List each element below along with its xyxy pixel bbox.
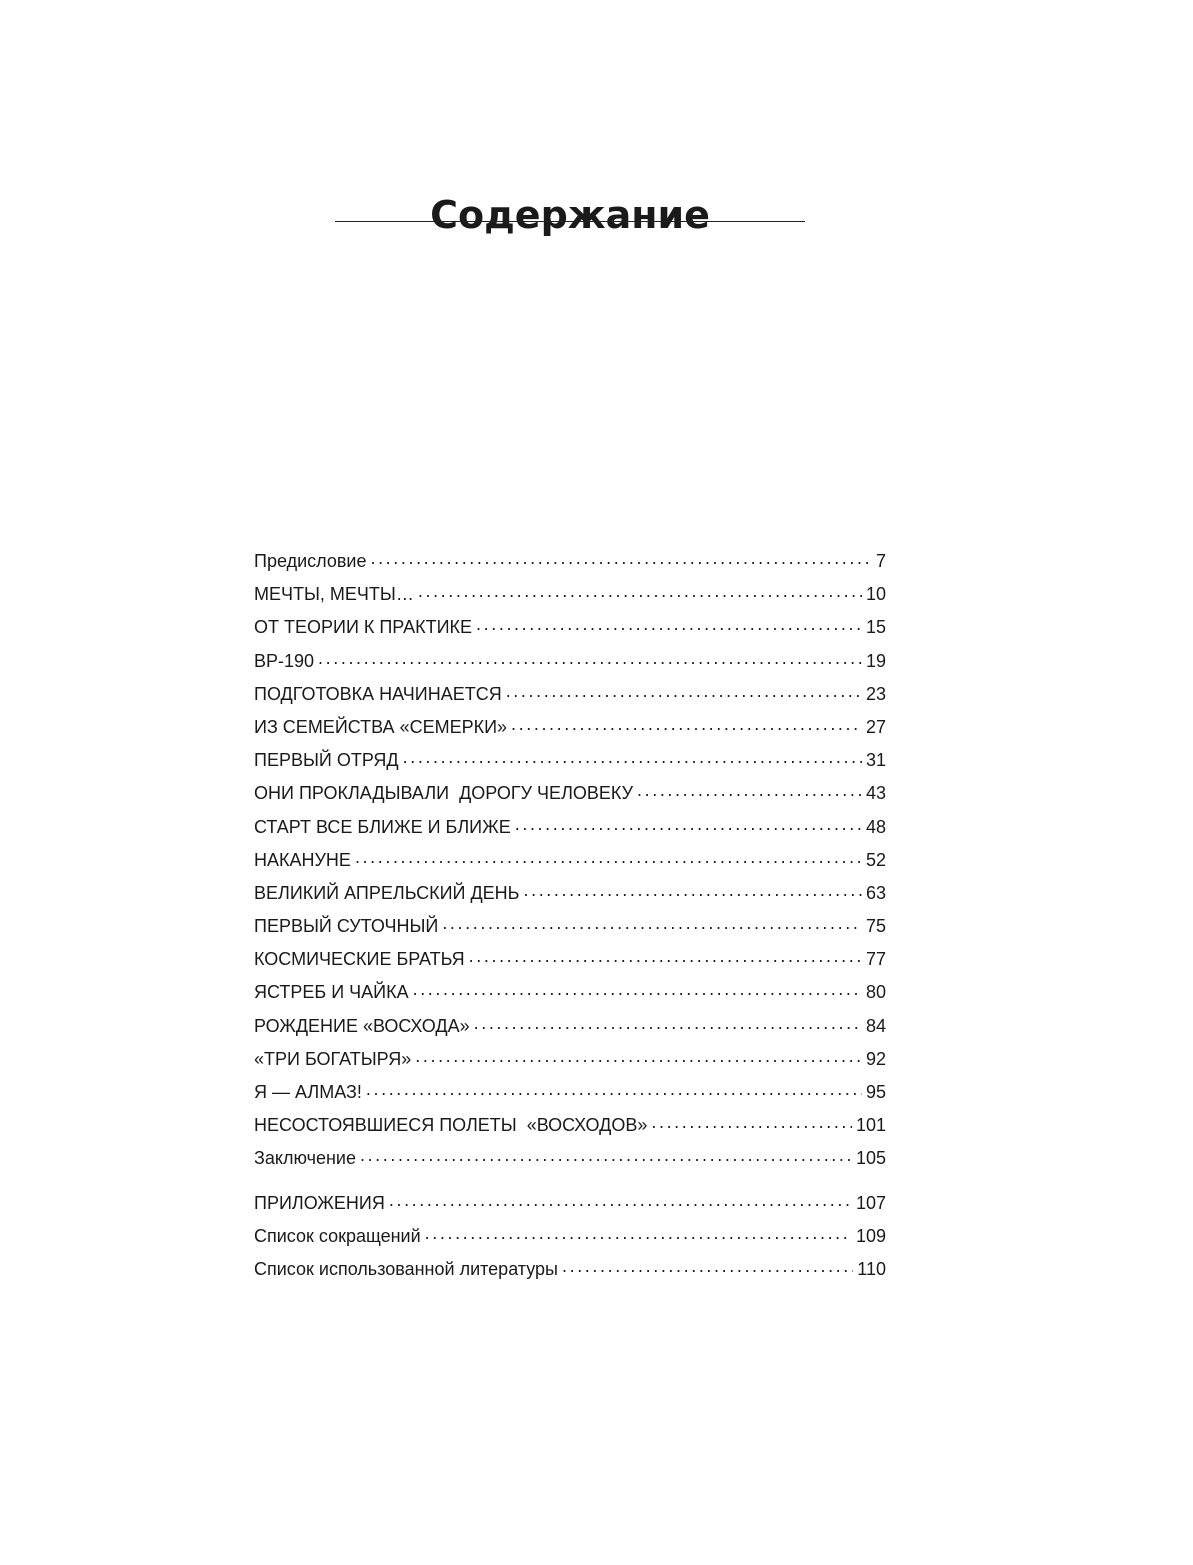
toc-entry-title: ОТ ТЕОРИИ К ПРАКТИКЕ <box>254 617 473 638</box>
toc-entry-title: ПЕРВЫЙ СУТОЧНЫЙ <box>254 916 439 937</box>
toc-leader-dots <box>469 947 862 965</box>
toc-entry-title: СТАРТ ВСЕ БЛИЖЕ И БЛИЖЕ <box>254 816 511 837</box>
toc-leader-dots <box>637 781 862 799</box>
toc-entry-title: ПРИЛОЖЕНИЯ <box>254 1192 385 1213</box>
toc-entry[interactable] <box>254 1253 886 1286</box>
toc-leader-dots <box>474 1014 862 1032</box>
toc-entry-page: 110 <box>857 1258 886 1279</box>
toc-entry-page: 15 <box>865 617 886 638</box>
title-underline <box>335 221 805 222</box>
toc-leader-dots <box>415 1047 862 1065</box>
toc-leader-dots <box>562 1257 853 1275</box>
toc-entry-page: 80 <box>865 982 886 1003</box>
toc-entry-title: ВР-190 <box>254 650 315 671</box>
toc-entry[interactable] <box>254 1076 886 1109</box>
toc-entry-title: КОСМИЧЕСКИЕ БРАТЬЯ <box>254 949 465 970</box>
toc-entry-page: 10 <box>865 584 886 605</box>
toc-leader-dots <box>418 582 862 600</box>
toc-entry-title: НАКАНУНЕ <box>254 849 351 870</box>
toc-entry-title: «ТРИ БОГАТЫРЯ» <box>254 1048 412 1069</box>
toc-entry-title: ЯСТРЕБ И ЧАЙКА <box>254 982 409 1003</box>
toc-entry-page: 27 <box>865 716 886 737</box>
toc-entry[interactable] <box>254 777 886 810</box>
toc-leader-dots <box>511 715 862 733</box>
toc-entry-page: 63 <box>865 882 886 903</box>
toc-entry[interactable] <box>254 545 886 578</box>
toc-leader-dots <box>389 1191 852 1209</box>
toc-leader-dots <box>476 615 862 633</box>
toc-leader-dots <box>651 1113 852 1131</box>
toc-entry-page: 23 <box>865 683 886 704</box>
toc-entry[interactable] <box>254 1187 886 1220</box>
toc-entry-page: 48 <box>865 816 886 837</box>
toc-leader-dots <box>506 682 862 700</box>
toc-entry-page: 52 <box>865 849 886 870</box>
toc-entry-page: 95 <box>865 1082 886 1102</box>
toc-entry[interactable] <box>254 1109 886 1142</box>
toc-entry-title: ИЗ СЕМЕЙСТВА «СЕМЕРКИ» <box>254 716 508 737</box>
toc-entry[interactable] <box>254 1142 886 1175</box>
toc-entry-page: 107 <box>855 1192 886 1213</box>
toc-entry-title: Список использованной литературы <box>254 1258 558 1279</box>
toc-leader-dots <box>425 1224 852 1242</box>
toc-entry-title: Предисловие <box>254 551 367 571</box>
toc-entry-page: 43 <box>865 783 886 804</box>
toc-entry[interactable] <box>254 910 886 943</box>
toc-entry-page: 75 <box>865 916 886 937</box>
toc-entry-title: ВЕЛИКИЙ АПРЕЛЬСКИЙ ДЕНЬ <box>254 882 520 903</box>
page-title: Содержание <box>430 193 710 238</box>
toc-entry[interactable] <box>254 943 886 976</box>
toc-leader-dots <box>355 848 862 866</box>
toc-leader-dots <box>442 914 862 932</box>
toc-leader-dots <box>366 1080 862 1098</box>
toc-entry-title: ПОДГОТОВКА НАЧИНАЕТСЯ <box>254 683 502 704</box>
toc-entry[interactable] <box>254 711 886 744</box>
toc-entry[interactable] <box>254 844 886 877</box>
toc-entry[interactable] <box>254 976 886 1009</box>
toc-entry[interactable] <box>254 1010 886 1043</box>
toc-entry-page: 109 <box>855 1225 886 1246</box>
toc-entry-title: НЕСОСТОЯВШИЕСЯ ПОЛЕТЫ «ВОСХОДОВ» <box>254 1115 648 1136</box>
toc-leader-dots <box>523 881 861 899</box>
toc-leader-dots <box>515 815 862 833</box>
toc-entry[interactable] <box>254 744 886 777</box>
toc-entry-title: РОЖДЕНИЕ «ВОСХОДА» <box>254 1015 470 1036</box>
toc-entry[interactable] <box>254 877 886 910</box>
toc-entry-page: 19 <box>865 650 886 671</box>
toc-entry[interactable] <box>254 811 886 844</box>
toc-entry-page: 101 <box>855 1115 886 1136</box>
toc-entry[interactable] <box>254 645 886 678</box>
toc-leader-dots <box>370 549 872 567</box>
toc-entry-page: 105 <box>855 1148 886 1169</box>
toc-entry[interactable] <box>254 1043 886 1076</box>
toc-leader-dots <box>403 748 862 766</box>
toc-entry-page: 31 <box>865 750 886 771</box>
toc-entry-title: Я — АЛМАЗ! <box>254 1082 362 1102</box>
toc-entry-title: Заключение <box>254 1148 356 1169</box>
toc-entry[interactable] <box>254 678 886 711</box>
toc-entry-title: ОНИ ПРОКЛАДЫВАЛИ ДОРОГУ ЧЕЛОВЕКУ <box>254 783 634 804</box>
toc-entry-title: ПЕРВЫЙ ОТРЯД <box>254 750 399 771</box>
toc-entry-title: МЕЧТЫ, МЕЧТЫ… <box>254 584 414 605</box>
toc-entry[interactable] <box>254 611 886 644</box>
toc-leader-dots <box>413 980 862 998</box>
toc-entry[interactable] <box>254 578 886 611</box>
toc-leader-dots <box>360 1146 852 1164</box>
toc-entry-page: 92 <box>865 1048 886 1069</box>
toc-entry[interactable] <box>254 1220 886 1253</box>
toc-entry-title: Список сокращений <box>254 1225 421 1246</box>
toc-leader-dots <box>318 649 862 667</box>
table-of-contents <box>254 545 886 1286</box>
toc-entry-page: 7 <box>875 551 886 571</box>
toc-entry-page: 84 <box>865 1015 886 1036</box>
toc-entry-page: 77 <box>865 949 886 970</box>
